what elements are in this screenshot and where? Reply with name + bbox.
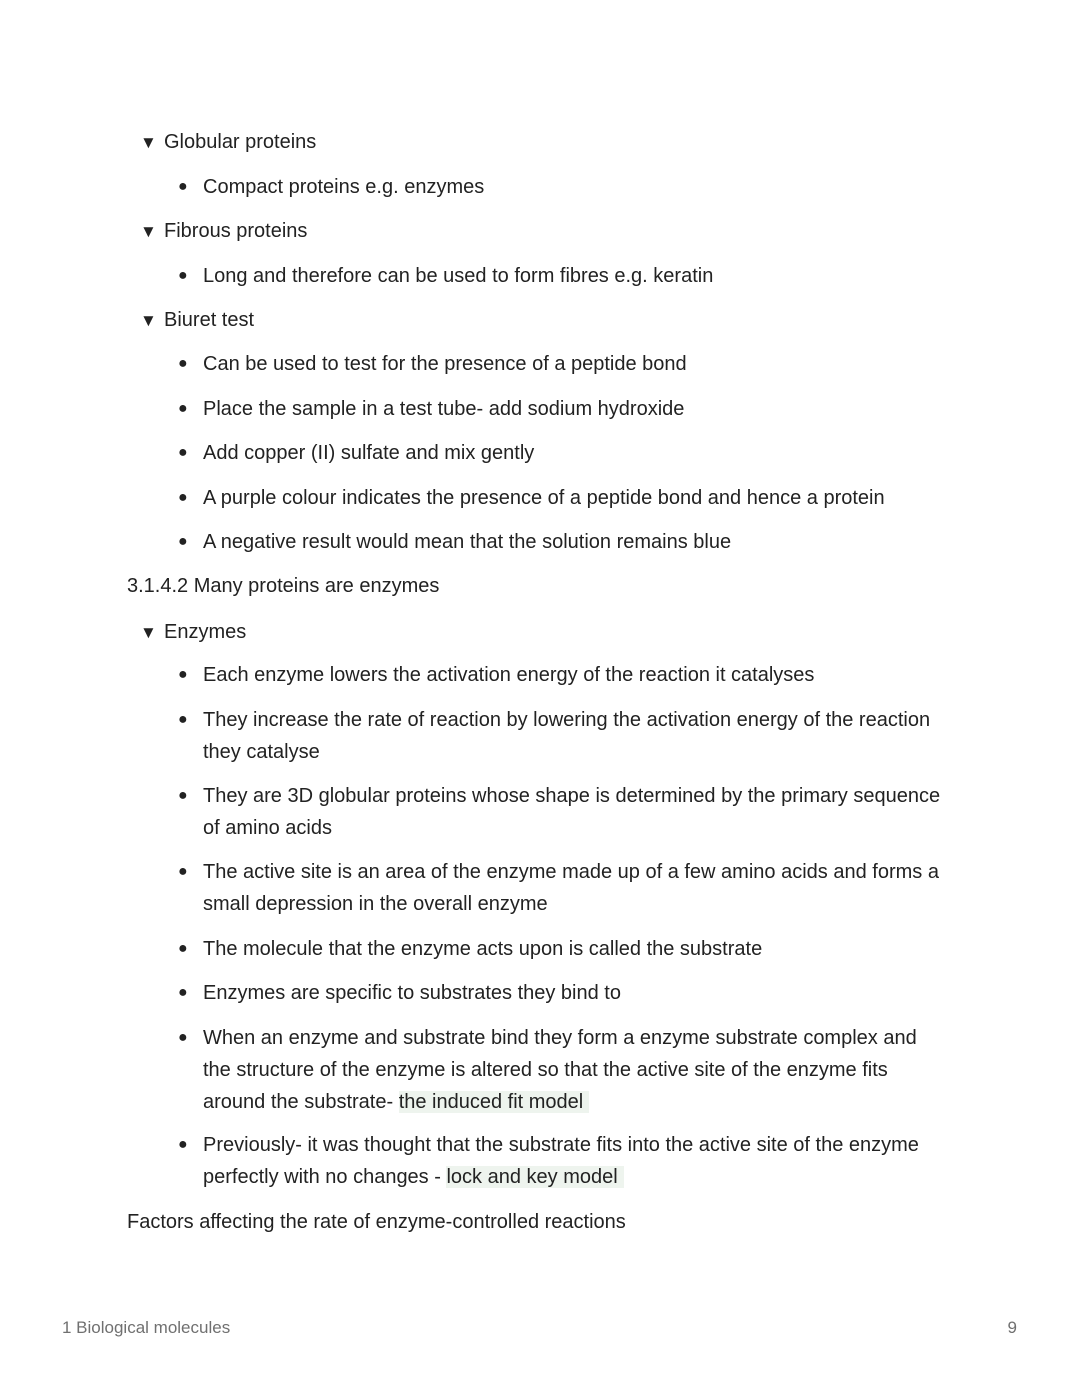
list-item: ● Place the sample in a test tube- add sodium hydroxide — [178, 393, 948, 425]
toggle-label: Fibrous proteins — [164, 220, 308, 242]
toggle-label: Biuret test — [164, 309, 255, 331]
factors-heading: Factors affecting the rate of enzyme-controlled reactions — [127, 1211, 626, 1233]
list-item: ● Enzymes are specific to substrates they bind to — [178, 977, 948, 1009]
page-number: 9 — [1007, 1318, 1017, 1337]
bullet-icon: ● — [178, 863, 188, 880]
list-item: ● Add copper (II) sulfate and mix gently — [178, 437, 948, 469]
toggle-enzymes[interactable] — [140, 619, 246, 646]
bullet-icon: ● — [178, 267, 188, 284]
bullet-icon: ● — [178, 1029, 188, 1046]
triangle-down-icon[interactable]: ▼ — [140, 311, 157, 330]
item-text: When an enzyme and substrate bind they form a enzyme substrate complex and the structure of the enzyme is altered so that the active site of the enzyme fits around the substrate- — [203, 1027, 917, 1113]
bullet-icon: ● — [178, 1136, 188, 1153]
list-item: ● A negative result would mean that the solution remains blue — [178, 526, 948, 558]
list-item — [178, 1022, 948, 1118]
toggle-label: Enzymes — [164, 621, 247, 643]
triangle-down-icon[interactable]: ▼ — [140, 222, 157, 241]
bullet-icon: ● — [178, 666, 188, 683]
list-item: ● Can be used to test for the presence of a peptide bond — [178, 348, 948, 380]
list-item: ● They are 3D globular proteins whose shape is determined by the primary sequence of amino acids — [178, 780, 948, 844]
toggle-globular-proteins[interactable] — [140, 129, 316, 156]
footer-chapter: 1 Biological molecules — [62, 1318, 231, 1337]
bullet-icon: ● — [178, 444, 188, 461]
bullet-icon: ● — [178, 787, 188, 804]
list-item: ● Long and therefore can be used to form fibres e.g. keratin — [178, 260, 948, 292]
list-item: ● The active site is an area of the enzyme made up of a few amino acids and forms a small depression in the overall enzyme — [178, 856, 948, 920]
bullet-icon: ● — [178, 984, 188, 1001]
bullet-icon: ● — [178, 355, 188, 372]
list-item: ● A purple colour indicates the presence of a peptide bond and hence a protein — [178, 482, 948, 514]
highlighted-term: lock and key model — [446, 1166, 623, 1188]
list-item: ● The molecule that the enzyme acts upon is called the substrate — [178, 933, 948, 965]
triangle-down-icon[interactable]: ▼ — [140, 133, 157, 152]
bullet-icon: ● — [178, 489, 188, 506]
bullet-icon: ● — [178, 711, 188, 728]
toggle-label: Globular proteins — [164, 131, 317, 153]
bullet-icon: ● — [178, 533, 188, 550]
list-item: ● They increase the rate of reaction by lowering the activation energy of the reaction they catalyse — [178, 704, 948, 768]
bullet-icon: ● — [178, 178, 188, 195]
toggle-fibrous-proteins[interactable] — [140, 218, 307, 245]
section-heading: 3.1.4.2 Many proteins are enzymes — [127, 575, 440, 597]
list-item: ● Each enzyme lowers the activation energy of the reaction it catalyses — [178, 659, 948, 691]
bullet-icon: ● — [178, 400, 188, 417]
item-text: Previously- it was thought that the substrate fits into the active site of the enzyme perfectly with no changes - — [203, 1134, 919, 1188]
triangle-down-icon[interactable]: ▼ — [140, 623, 157, 642]
list-item — [178, 1129, 948, 1193]
list-item: ● Compact proteins e.g. enzymes — [178, 171, 948, 203]
toggle-biuret-test[interactable] — [140, 307, 254, 334]
bullet-icon: ● — [178, 940, 188, 957]
highlighted-term: the induced fit model — [399, 1091, 590, 1113]
